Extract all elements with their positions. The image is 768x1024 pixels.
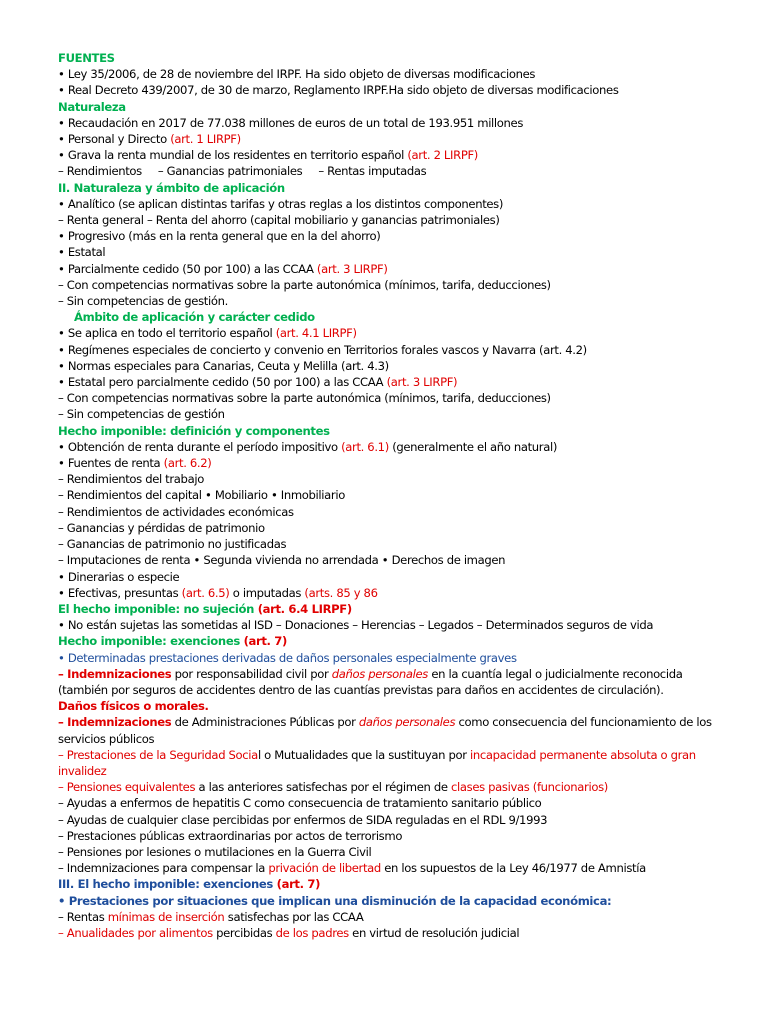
text-pensiones-equivalentes <box>58 779 723 795</box>
article-ref: (art. 6.1) <box>341 439 389 454</box>
term-anualidades: – Anualidades por alimentos <box>58 925 213 940</box>
heading-ambito-aplicacion: Ámbito de aplicación y carácter cedido <box>74 310 315 325</box>
text-body: como consecuencia del funcionamiento de los servicios públicos <box>58 715 712 746</box>
text-dinerarias: • Dinerarias o especie <box>58 569 180 584</box>
article-ref: (art. 3 LIRPF) <box>386 375 458 390</box>
text-rend-1: – Rendimientos <box>58 164 142 179</box>
text-estatal: • Estatal <box>58 245 106 260</box>
heading-exenciones <box>58 633 723 649</box>
text-imputadas: o imputadas <box>229 585 305 600</box>
heading-no-sujecion <box>58 601 723 617</box>
text-sin-competencias: – Sin competencias de gestión <box>58 407 225 422</box>
text-recaudacion: • Recaudación en 2017 de 77.038 millones de euros de un total de 193.951 millones <box>58 115 524 130</box>
text-ganancias: – Ganancias y pérdidas de patrimonio <box>58 520 265 535</box>
text-renta-general: – Renta general – Renta del ahorro (capital mobiliario y ganancias patrimoniales) <box>58 213 500 228</box>
heading-hecho-imponible: Hecho imponible: definición y componentes <box>58 423 330 438</box>
heading-naturaleza-ambito: II. Naturaleza y ámbito de aplicación <box>58 180 285 195</box>
text-rend-trabajo: – Rendimientos del trabajo <box>58 472 204 487</box>
text-fuentes-renta-body: • Fuentes de renta <box>58 456 164 471</box>
text-body: en los supuestos de la Ley 46/1977 de Amnistía <box>380 861 646 876</box>
term-privacion-libertad: privación de libertad <box>268 861 381 876</box>
text-con-competencias: – Con competencias normativas sobre la parte autonómica (mínimos, tarifa, deducciones) <box>58 277 551 292</box>
text-efectivas-body: • Efectivas, presuntas <box>58 585 182 600</box>
text-body: – Rentas <box>58 909 108 924</box>
text-prestaciones-danos: • Determinadas prestaciones derivadas de daños personales especialmente graves <box>58 650 517 665</box>
text-rd-439: • Real Decreto 439/2007, de 30 de marzo, Reglamento IRPF.Ha sido objeto de diversas modificaciones <box>58 83 619 98</box>
term-de-los-padres: de los padres <box>275 925 349 940</box>
term-danos-personales: daños personales <box>331 666 428 681</box>
text-personal <box>58 131 723 147</box>
text-hepatitis: – Ayudas a enfermos de hepatitis C como consecuencia de tratamiento sanitario público <box>58 796 542 811</box>
article-ref: (art. 6.4 LIRPF) <box>257 601 352 616</box>
text-obtencion-note: (generalmente el año natural) <box>388 439 558 454</box>
text-body: percibidas <box>212 925 276 940</box>
term-minimas-insercion: mínimas de inserción <box>107 909 225 924</box>
text-body: satisfechas por las CCAA <box>224 909 364 924</box>
text-body: de Administraciones Públicas por <box>171 715 359 730</box>
article-ref: (arts. 85 y 86 <box>304 585 378 600</box>
text-sin-competencias: – Sin competencias de gestión. <box>58 294 228 309</box>
text-body: l o Mutualidades que la sustituyan por <box>257 747 470 762</box>
article-ref: (art. 7) <box>243 634 287 649</box>
text-ley-35: • Ley 35/2006, de 28 de noviembre del IRPF. Ha sido objeto de diversas modificaciones <box>58 67 536 82</box>
heading-iii-exenciones <box>58 876 723 892</box>
text-sida: – Ayudas de cualquier clase percibidas por enfermos de SIDA reguladas en el RDL 9/1993 <box>58 812 548 827</box>
text-con-competencias: – Con competencias normativas sobre la parte autonómica (mínimos, tarifa, deducciones) <box>58 391 551 406</box>
text-body: por responsabilidad civil por <box>171 666 332 681</box>
text-parcialmente-cedido <box>58 261 723 277</box>
text-body: en la cuantía legal o judicialmente reconocida (también por seguros de accidentes dentro de las cuantías previstas para daños en accidentes de circulación). <box>58 666 683 697</box>
text-prestaciones-situaciones: • Prestaciones por situaciones que implican una disminución de la capacidad económica: <box>58 893 612 908</box>
text-body: a las anteriores satisfechas por el régimen de <box>195 780 451 795</box>
article-ref: (art. 2 LIRPF) <box>407 148 478 163</box>
heading-naturaleza: Naturaleza <box>58 99 126 114</box>
text-obtencion <box>58 439 723 455</box>
text-indemnizaciones-civil <box>58 666 723 698</box>
text-danos-fisicos: Daños físicos o morales. <box>58 699 209 714</box>
term-danos-personales: daños personales <box>358 715 456 730</box>
text-terrorismo: – Prestaciones públicas extraordinarias por actos de terrorismo <box>58 828 403 843</box>
text-rend-2: – Ganancias patrimoniales <box>157 164 303 179</box>
text-prestaciones-ss <box>58 747 723 779</box>
text-estatal-parcial <box>58 374 723 390</box>
article-ref: (art. 1 LIRPF) <box>170 132 241 147</box>
text-personal-body: • Personal y Directo <box>58 132 171 147</box>
term-clases-pasivas: clases pasivas (funcionarios) <box>451 780 608 795</box>
text-estatal-parcial-body: • Estatal pero parcialmente cedido (50 por 100) a las CCAA <box>58 375 387 390</box>
text-se-aplica-body: • Se aplica en todo el territorio español <box>58 326 276 341</box>
text-ganancias-nj: – Ganancias de patrimonio no justificadas <box>58 537 287 552</box>
article-ref: (art. 7) <box>276 877 321 892</box>
text-no-sujetas: • No están sujetas las sometidas al ISD – Donaciones – Herencias – Legados – Determinados seguros de vida <box>58 618 654 633</box>
text-analitico: • Analítico (se aplican distintas tarifas y otras reglas a los distintos componentes) <box>58 196 504 211</box>
text-rend-actividades: – Rendimientos de actividades económicas <box>58 504 294 519</box>
text-se-aplica <box>58 325 723 341</box>
text-obtencion-body: • Obtención de renta durante el período impositivo <box>58 439 342 454</box>
text-rentas-minimas <box>58 909 723 925</box>
text-normas: • Normas especiales para Canarias, Ceuta y Melilla (art. 4.3) <box>58 358 389 373</box>
article-ref: (art. 4.1 LIRPF) <box>275 326 357 341</box>
text-rend-3: – Rentas imputadas <box>318 164 427 179</box>
heading-exenciones-text: Hecho imponible: exenciones <box>58 634 244 649</box>
text-body: – Indemnizaciones para compensar la <box>58 861 269 876</box>
heading-iii-text: III. El hecho imponible: exenciones <box>58 877 277 892</box>
article-ref: (art. 6.5) <box>181 585 230 600</box>
text-efectivas <box>58 585 723 601</box>
heading-no-sujecion-text: El hecho imponible: no sujeción <box>58 601 258 616</box>
article-ref: (art. 3 LIRPF) <box>316 261 388 276</box>
text-grava-body: • Grava la renta mundial de los residentes en territorio español <box>58 148 408 163</box>
term-seguridad-social: – Prestaciones de la Seguridad Socia <box>58 747 258 762</box>
text-fuentes-renta <box>58 455 723 471</box>
text-regimenes: • Regímenes especiales de concierto y convenio en Territorios forales vascos y Navarra (art. 4.2) <box>58 342 587 357</box>
text-rend-capital: – Rendimientos del capital • Mobiliario • Inmobiliario <box>58 488 345 503</box>
article-ref: (art. 6.2) <box>163 456 212 471</box>
term-indemnizaciones: – Indemnizaciones <box>58 715 172 730</box>
term-incapacidad: incapacidad permanente absoluta o gran invalidez <box>58 747 696 778</box>
text-progresivo: • Progresivo (más en la renta general que en la del ahorro) <box>58 229 381 244</box>
text-body: en virtud de resolución judicial <box>348 925 520 940</box>
term-pensiones-equivalentes: – Pensiones equivalentes <box>58 780 196 795</box>
text-amnistia <box>58 860 723 876</box>
text-parcial-body: • Parcialmente cedido (50 por 100) a las CCAA <box>58 261 317 276</box>
heading-fuentes: FUENTES <box>58 51 115 65</box>
text-imputaciones: – Imputaciones de renta • Segunda vivienda no arrendada • Derechos de imagen <box>58 553 506 568</box>
document-body <box>58 50 723 941</box>
text-grava <box>58 147 723 163</box>
text-rendimientos-row <box>58 163 723 179</box>
term-indemnizaciones: – Indemnizaciones <box>58 666 172 681</box>
text-indemnizaciones-admin <box>58 714 723 746</box>
text-guerra-civil: – Pensiones por lesiones o mutilaciones en la Guerra Civil <box>58 844 372 859</box>
text-anualidades <box>58 925 723 941</box>
